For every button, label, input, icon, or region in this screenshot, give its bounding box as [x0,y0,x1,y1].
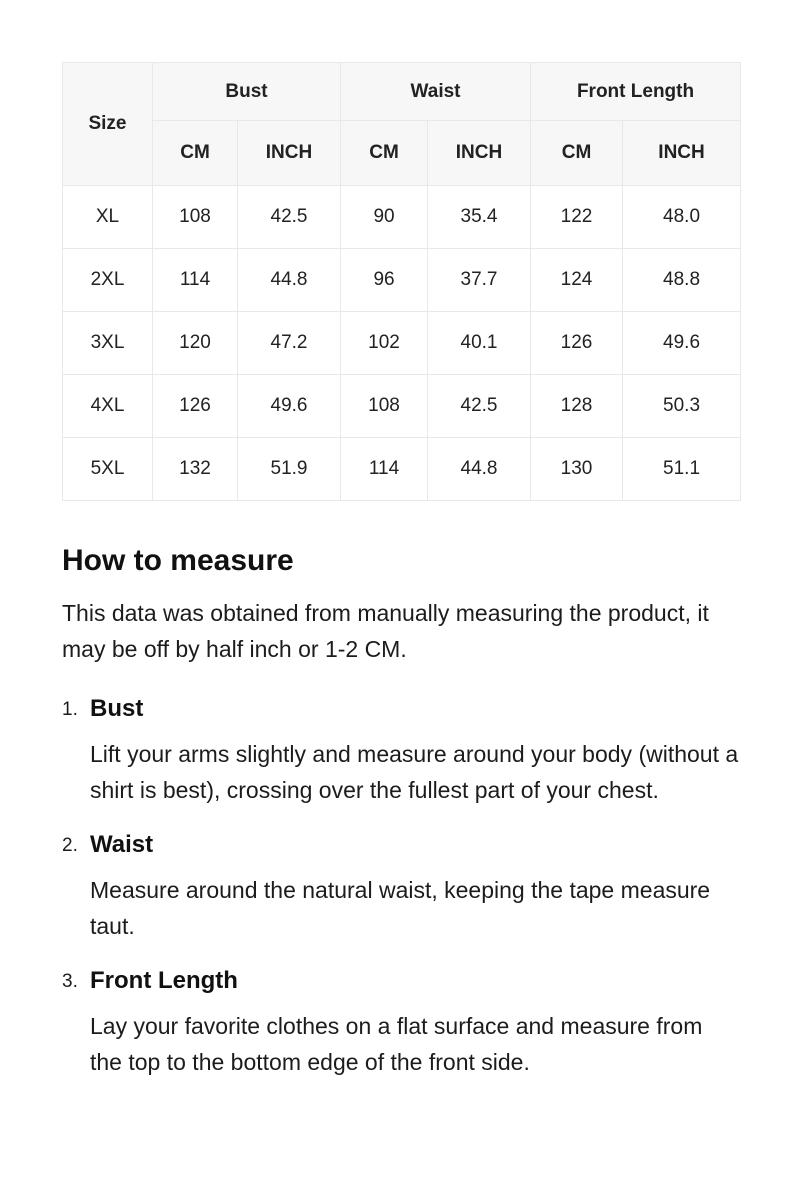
value-cell: 122 [531,186,623,249]
size-cell: XL [63,186,153,249]
measure-step-waist [62,831,740,944]
size-cell: 5XL [63,438,153,501]
size-row [63,438,741,501]
step-description: Lay your favorite clothes on a flat surface and measure from the top to the bottom edge of the front side. [90,1013,703,1075]
unit-header-bust-inch: INCH [238,121,341,186]
value-cell: 42.5 [238,186,341,249]
step-number: 3. [62,971,78,992]
unit-header-front-length-inch: INCH [623,121,741,186]
value-cell: 108 [341,375,428,438]
value-cell: 51.9 [238,438,341,501]
value-cell: 37.7 [428,249,531,312]
table-unit-header-row [63,121,741,186]
column-header-front-length: Front Length [531,63,741,121]
unit-header-bust-cm: CM [153,121,238,186]
size-cell: 4XL [63,375,153,438]
measure-step-bust [62,695,740,808]
value-cell: 132 [153,438,238,501]
size-chart-table [62,62,741,501]
column-header-waist: Waist [341,63,531,121]
table-group-header-row [63,63,741,121]
value-cell: 44.8 [428,438,531,501]
size-row [63,312,741,375]
step-title: Front Length [90,967,238,994]
how-to-measure-heading: How to measure [62,544,294,577]
size-row [63,375,741,438]
value-cell: 120 [153,312,238,375]
size-cell: 2XL [63,249,153,312]
value-cell: 90 [341,186,428,249]
value-cell: 49.6 [238,375,341,438]
unit-header-front-length-cm: CM [531,121,623,186]
value-cell: 50.3 [623,375,741,438]
value-cell: 49.6 [623,312,741,375]
value-cell: 108 [153,186,238,249]
unit-header-waist-cm: CM [341,121,428,186]
value-cell: 42.5 [428,375,531,438]
measure-step-front-length [62,967,740,1080]
measure-steps-list [62,695,740,1080]
step-number: 2. [62,835,78,856]
value-cell: 114 [153,249,238,312]
size-cell: 3XL [63,312,153,375]
value-cell: 126 [531,312,623,375]
value-cell: 114 [341,438,428,501]
size-row [63,186,741,249]
step-number: 1. [62,699,78,720]
size-row [63,249,741,312]
value-cell: 130 [531,438,623,501]
value-cell: 48.0 [623,186,741,249]
value-cell: 35.4 [428,186,531,249]
column-header-bust: Bust [153,63,341,121]
measure-intro-text: This data was obtained from manually measuring the product, it may be off by half inch or 1-2 CM. [62,600,709,662]
value-cell: 102 [341,312,428,375]
step-title: Waist [90,831,154,858]
step-description: Measure around the natural waist, keeping the tape measure taut. [90,877,711,939]
unit-header-waist-inch: INCH [428,121,531,186]
value-cell: 128 [531,375,623,438]
value-cell: 51.1 [623,438,741,501]
value-cell: 48.8 [623,249,741,312]
step-description: Lift your arms slightly and measure around your body (without a shirt is best), crossing over the fullest part of your chest. [90,741,739,803]
value-cell: 47.2 [238,312,341,375]
value-cell: 126 [153,375,238,438]
column-header-size: Size [63,63,153,186]
value-cell: 44.8 [238,249,341,312]
step-title: Bust [90,695,144,722]
value-cell: 96 [341,249,428,312]
value-cell: 124 [531,249,623,312]
value-cell: 40.1 [428,312,531,375]
